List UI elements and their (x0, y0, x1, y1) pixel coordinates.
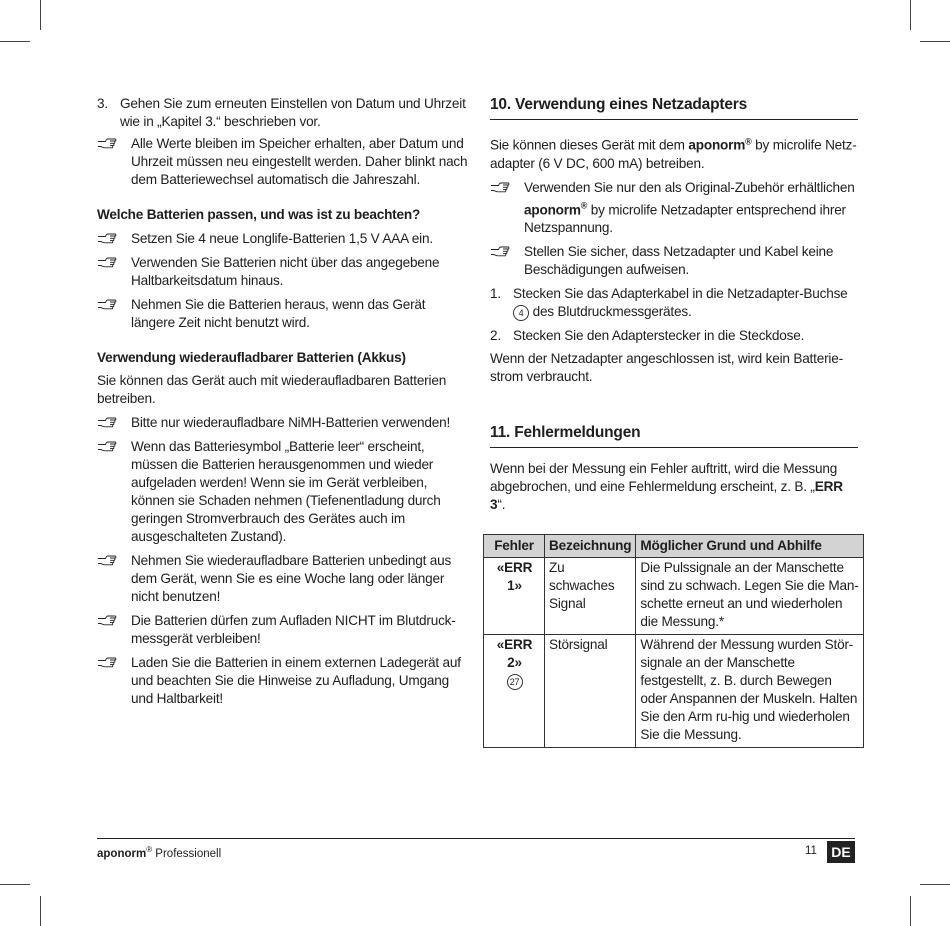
brand-name: aponorm (688, 137, 746, 153)
step-text: Gehen Sie zum erneuten Einstellen von Datum und Uhrzeit wie in „Kapitel 3.“ beschrieben vor. (120, 96, 466, 129)
note-text: Wenn das Batteriesymbol „Batterie leer“ erscheint, müssen die Batterien herausgenommen und wieder aufgeladen werden! Wenn sie im Gerät verbleiben, können sie Schaden nehmen (Tiefenentladung durch geringen Stromverbrauch des Gerätes auch im ausgeschalteten Zustand). (131, 439, 441, 544)
pointing-hand-icon (97, 256, 117, 269)
error-reason-cell: Die Pulssignale an der Manschette sind zu schwach. Legen Sie die Man-schette erneut an und wiederholen die Messung.* (636, 558, 864, 635)
error-table (483, 534, 864, 748)
table-header: Bezeichnung (545, 535, 636, 558)
registered-mark: ® (146, 845, 153, 854)
crop-mark (910, 896, 911, 926)
subheading-akkus: Verwendung wiederaufladbarer Batterien (Akkus) (97, 350, 406, 365)
table-row (484, 558, 864, 635)
left-column (97, 95, 469, 708)
crop-mark (910, 0, 911, 30)
pointing-hand-icon (97, 232, 117, 245)
error-code: ERR 3 (490, 479, 843, 513)
section-title-fehlermeldungen: 11. Fehlermeldungen (490, 423, 858, 448)
brand-name: aponorm (524, 202, 581, 218)
table-row (484, 635, 864, 748)
step-2 (490, 327, 858, 345)
error-code: «ERR 2» (496, 637, 533, 671)
list-item (97, 552, 469, 606)
product-name: Professionell (152, 847, 222, 860)
subheading-batteries: Welche Batterien passen, und was ist zu beachten? (97, 207, 421, 222)
crop-mark (0, 884, 30, 885)
table-header: Fehler (484, 535, 545, 558)
pointing-hand-icon (490, 245, 510, 258)
registered-mark: ® (745, 136, 752, 146)
step-number: 1. (490, 286, 501, 302)
list-item (97, 296, 469, 332)
table-header-row (484, 535, 864, 558)
crop-mark (920, 41, 950, 42)
note-text: Nehmen Sie wiederaufladbare Batterien unbedingt aus dem Gerät, wenn Sie es eine Woche lang oder länger nicht benutzen! (131, 553, 452, 604)
list-item (97, 612, 469, 648)
pointing-hand-icon (97, 614, 117, 627)
pointing-hand-icon (97, 137, 117, 150)
note-text: Verwenden Sie Batterien nicht über das angegebene Haltbarkeitsdatum hinaus. (131, 255, 440, 288)
note-text: Stellen Sie sicher, dass Netzadapter und Kabel keine Beschädigungen aufweisen. (524, 244, 834, 278)
text-run: by microlife Netzadapter entsprechend ihrer Netzspannung. (524, 202, 846, 236)
error-code-cell: «ERR 1» (484, 558, 545, 635)
crop-mark (40, 896, 41, 926)
netzadapter-note: Wenn der Netzadapter angeschlossen ist, wird kein Batterie-strom verbraucht. (490, 351, 843, 385)
note-memory (97, 135, 469, 189)
note-text: Alle Werte bleiben im Speicher erhalten, aber Datum und Uhrzeit müssen neu eingestellt werden. Daher blinkt nach dem Batteriewechsel automatisch die Jahreszahl. (131, 136, 468, 187)
language-badge: DE (827, 841, 855, 863)
pointing-hand-icon (97, 440, 117, 453)
step-number: 2. (490, 328, 501, 344)
step-text: Stecken Sie den Adapterstecker in die Steckdose. (513, 328, 805, 344)
list-item (97, 414, 469, 432)
footer-brand (97, 845, 221, 860)
crop-mark (0, 41, 30, 42)
crop-mark (40, 0, 41, 30)
text-run: Verwenden Sie nur den als Original-Zubehör erhältlichen (524, 179, 855, 195)
pointing-hand-icon (490, 181, 510, 194)
error-reason-cell: Während der Messung wurden Stör-signale an der Manschette festgestellt, z. B. durch Bewegen oder Anspannen der Muskeln. Halten Sie den Arm ru-hig und wiederholen Sie die Messung. (636, 635, 864, 748)
note-text (524, 179, 858, 238)
list-item (490, 179, 858, 238)
page-number: 11 (805, 845, 817, 857)
pointing-hand-icon (97, 656, 117, 669)
pointing-hand-icon (97, 416, 117, 429)
step-number: 3. (97, 96, 108, 111)
crop-mark (920, 884, 950, 885)
list-item (97, 254, 469, 290)
note-text: Laden Sie die Batterien in einem externen Ladegerät auf und beachten Sie die Hinweise zu Aufladung, Umgang und Haltbarkeit! (131, 655, 461, 706)
text-run: by microlife Netz-adapter (6 V DC, 600 mA) betreiben. (490, 137, 857, 171)
step-3 (97, 95, 469, 131)
pointing-hand-icon (97, 554, 117, 567)
netzadapter-intro (490, 132, 858, 173)
step-1 (490, 285, 858, 321)
list-item (490, 243, 858, 279)
error-name-cell: Zu schwaches Signal (545, 558, 636, 635)
text-run: Sie können dieses Gerät mit dem (490, 137, 689, 153)
list-item (97, 654, 469, 708)
list-item (97, 438, 469, 546)
registered-mark: ® (580, 200, 588, 211)
akku-intro: Sie können das Gerät auch mit wiederaufladbaren Batterien betreiben. (97, 373, 447, 406)
section-title-netzadapter: 10. Verwendung eines Netzadapters (490, 95, 858, 120)
right-column (490, 95, 858, 748)
table-header: Möglicher Grund und Abhilfe (636, 535, 864, 558)
note-text: Setzen Sie 4 neue Longlife-Batterien 1,5 V AAA ein. (131, 231, 433, 246)
error-code-cell (484, 635, 545, 748)
text-run: “. (497, 497, 506, 513)
step-text (513, 285, 858, 321)
pointing-hand-icon (97, 298, 117, 311)
error-name-cell: Störsignal (545, 635, 636, 748)
note-text: Die Batterien dürfen zum Aufladen NICHT im Blutdruck-messgerät verbleiben! (131, 613, 456, 646)
reference-number: 4 (513, 305, 529, 321)
note-text: Bitte nur wiederaufladbare NiMH-Batterien verwenden! (131, 415, 451, 430)
text-run: des Blutdruckmessgerätes. (532, 304, 692, 320)
note-text: Nehmen Sie die Batterien heraus, wenn das Gerät längere Zeit nicht benutzt wird. (131, 297, 426, 330)
brand-name: aponorm (97, 847, 147, 860)
list-item (97, 230, 469, 248)
fehler-intro (490, 460, 858, 514)
text-run: Wenn bei der Messung ein Fehler auftritt, wird die Messung abgebrochen, und eine Fehlermeldung erscheint, z. B. „ (490, 461, 838, 495)
reference-number: 27 (507, 674, 523, 690)
page-footer (97, 838, 855, 860)
text-run: Stecken Sie das Adapterkabel in die Netzadapter-Buchse (513, 286, 848, 302)
